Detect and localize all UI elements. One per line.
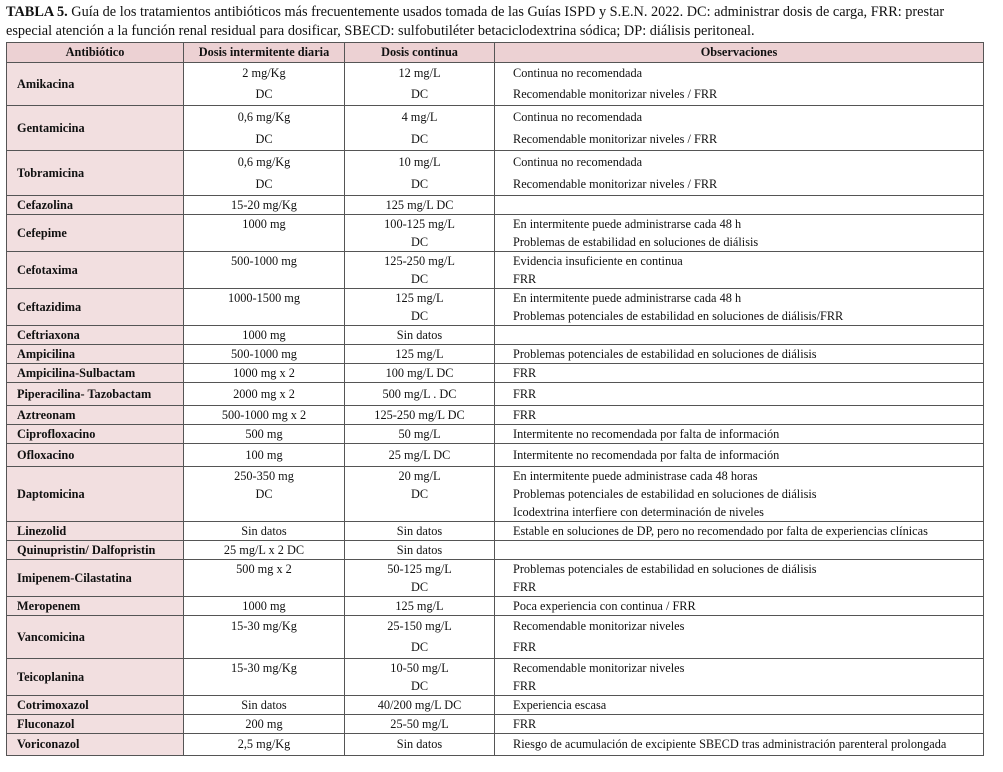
observaciones-line: Recomendable monitorizar niveles / FRR	[513, 132, 718, 146]
dosis-continua-line: 100-125 mg/L	[384, 217, 455, 231]
antibiotic-name: Cefazolina	[7, 196, 184, 215]
observaciones-cell	[495, 597, 984, 616]
dosis-intermitente-line: 1000-1500 mg	[227, 291, 301, 305]
observaciones-cell	[495, 541, 984, 560]
dosis-intermitente-line: 250-350 mg	[234, 469, 294, 483]
dosis-intermitente-cell	[184, 364, 345, 383]
dosis-intermitente-cell	[184, 196, 345, 215]
caption-text: Guía de los tratamientos antibióticos más frecuentemente usados tomada de las Guías ISPD y S.E.N. 2022. DC: administrar dosis de carga, FRR: prestar especial atención a la función renal residual para dosificar, SBECD: sulfobutiléter betaciclodextrina sódica; DP: diálisis peritoneal.	[6, 4, 945, 39]
table-row	[7, 364, 984, 383]
dosis-continua-line: DC	[410, 235, 429, 249]
dosis-continua-line: 20 mg/L	[398, 469, 441, 483]
dosis-continua-cell	[345, 616, 495, 659]
observaciones-cell	[495, 425, 984, 444]
header-observaciones: Observaciones	[495, 43, 984, 63]
dosis-continua-cell	[345, 560, 495, 597]
dosis-intermitente-line	[184, 307, 344, 325]
dosis-continua-line: 125-250 mg/L	[384, 254, 455, 268]
observaciones-line: FRR	[513, 408, 537, 422]
antibiotic-name: Ciprofloxacino	[7, 425, 184, 444]
dosis-continua-line: DC	[410, 272, 429, 286]
dosis-intermitente-cell	[184, 597, 345, 616]
antibiotic-name: Ceftazidima	[7, 289, 184, 326]
antibiotic-name: Tobramicina	[7, 151, 184, 196]
observaciones-cell	[495, 383, 984, 406]
dosis-intermitente-line: 1000 mg	[242, 217, 286, 231]
dosis-intermitente-cell	[184, 383, 345, 406]
dosis-continua-cell	[345, 326, 495, 345]
observaciones-line: Continua no recomendada	[513, 110, 643, 124]
dosis-intermitente-line: 100 mg	[245, 448, 283, 462]
dosis-continua-line: 500 mg/L . DC	[382, 387, 457, 401]
dosis-intermitente-cell	[184, 659, 345, 696]
dosis-intermitente-line: 15-20 mg/Kg	[231, 198, 297, 212]
table-row	[7, 522, 984, 541]
table-header-row	[7, 43, 984, 63]
dosis-intermitente-cell	[184, 106, 345, 151]
dosis-continua-line: DC	[410, 177, 429, 191]
observaciones-cell	[495, 715, 984, 734]
dosis-intermitente-line	[184, 270, 344, 288]
dosis-continua-line: 25-150 mg/L	[387, 619, 452, 633]
dosis-continua-cell	[345, 151, 495, 196]
antibiotic-name: Cefepime	[7, 215, 184, 252]
dosis-intermitente-line: Sin datos	[241, 524, 287, 538]
dosis-continua-line: DC	[410, 679, 429, 693]
table-label: TABLA 5.	[6, 4, 68, 20]
observaciones-line: Intermitente no recomendada por falta de información	[513, 448, 780, 462]
observaciones-cell	[495, 444, 984, 467]
observaciones-cell	[495, 63, 984, 106]
table-row	[7, 345, 984, 364]
observaciones-cell	[495, 215, 984, 252]
table-row	[7, 383, 984, 406]
observaciones-line: Problemas de estabilidad en soluciones de diálisis	[513, 235, 759, 249]
dosis-intermitente-cell	[184, 215, 345, 252]
table-row	[7, 326, 984, 345]
observaciones-line: Estable en soluciones de DP, pero no recomendado por falta de experiencias clínicas	[513, 524, 928, 538]
observaciones-line: FRR	[513, 387, 537, 401]
observaciones-line: En intermitente puede administrarse cada 48 h	[513, 217, 742, 231]
dosis-continua-cell	[345, 364, 495, 383]
dosis-continua-cell	[345, 345, 495, 364]
observaciones-line: Experiencia escasa	[513, 698, 607, 712]
dosis-continua-cell	[345, 715, 495, 734]
observaciones-line	[513, 541, 983, 559]
observaciones-cell	[495, 659, 984, 696]
observaciones-line: FRR	[513, 679, 537, 693]
antibiotic-name: Imipenem-Cilastatina	[7, 560, 184, 597]
table-row	[7, 289, 984, 326]
table-row	[7, 106, 984, 151]
dosis-intermitente-cell	[184, 696, 345, 715]
table-row	[7, 425, 984, 444]
dosis-intermitente-line: 2000 mg x 2	[233, 387, 295, 401]
dosis-continua-line: 100 mg/L DC	[385, 366, 454, 380]
table-body	[7, 63, 984, 756]
dosis-intermitente-line: 500-1000 mg x 2	[221, 408, 307, 422]
observaciones-cell	[495, 289, 984, 326]
dosis-continua-line: DC	[410, 87, 429, 101]
dosis-continua-line: 125 mg/L	[395, 347, 444, 361]
dosis-intermitente-line: DC	[255, 132, 273, 146]
observaciones-line: FRR	[513, 580, 537, 594]
antibiotics-table	[6, 42, 984, 756]
dosis-intermitente-line: 2,5 mg/Kg	[237, 737, 291, 751]
dosis-continua-cell	[345, 696, 495, 715]
dosis-intermitente-cell	[184, 345, 345, 364]
dosis-continua-line: 125 mg/L DC	[385, 198, 454, 212]
dosis-continua-line: DC	[410, 487, 429, 501]
dosis-continua-line: 50 mg/L	[398, 427, 441, 441]
dosis-continua-line: 10-50 mg/L	[390, 661, 449, 675]
observaciones-line: Icodextrina interfiere con determinación de niveles	[513, 505, 764, 519]
dosis-continua-cell	[345, 467, 495, 522]
observaciones-line: Continua no recomendada	[513, 66, 643, 80]
dosis-continua-line: 25 mg/L DC	[388, 448, 451, 462]
dosis-continua-line: 125-250 mg/L DC	[374, 408, 465, 422]
dosis-continua-line: Sin datos	[396, 524, 443, 538]
antibiotic-name: Meropenem	[7, 597, 184, 616]
observaciones-cell	[495, 106, 984, 151]
dosis-continua-cell	[345, 383, 495, 406]
observaciones-cell	[495, 696, 984, 715]
observaciones-cell	[495, 560, 984, 597]
observaciones-line: En intermitente puede administrarse cada 48 h	[513, 291, 742, 305]
dosis-continua-cell	[345, 252, 495, 289]
table-row	[7, 541, 984, 560]
dosis-intermitente-line: 500-1000 mg	[231, 347, 297, 361]
dosis-continua-cell	[345, 659, 495, 696]
antibiotic-name: Ampicilina	[7, 345, 184, 364]
dosis-continua-cell	[345, 289, 495, 326]
dosis-intermitente-cell	[184, 425, 345, 444]
dosis-intermitente-cell	[184, 252, 345, 289]
header-dosis-intermitente: Dosis intermitente diaria	[184, 43, 345, 63]
dosis-intermitente-line: 15-30 mg/Kg	[231, 661, 297, 675]
observaciones-line: Riesgo de acumulación de excipiente SBECD tras administración parenteral prolongada	[513, 737, 947, 751]
dosis-intermitente-line: Sin datos	[241, 698, 287, 712]
dosis-intermitente-line: 500-1000 mg	[231, 254, 297, 268]
dosis-continua-line: DC	[410, 640, 429, 654]
observaciones-line: En intermitente puede administrase cada 48 horas	[513, 469, 758, 483]
observaciones-cell	[495, 616, 984, 659]
antibiotic-name: Gentamicina	[7, 106, 184, 151]
dosis-continua-line	[345, 503, 494, 521]
antibiotic-name: Fluconazol	[7, 715, 184, 734]
dosis-continua-cell	[345, 406, 495, 425]
observaciones-line: Recomendable monitorizar niveles / FRR	[513, 177, 718, 191]
table-row	[7, 597, 984, 616]
dosis-intermitente-cell	[184, 444, 345, 467]
observaciones-line: FRR	[513, 272, 537, 286]
observaciones-cell	[495, 196, 984, 215]
antibiotic-name: Cotrimoxazol	[7, 696, 184, 715]
dosis-continua-line: 10 mg/L	[398, 155, 441, 169]
dosis-intermitente-line	[184, 233, 344, 251]
dosis-continua-line: 125 mg/L	[395, 291, 444, 305]
antibiotic-name: Cefotaxima	[7, 252, 184, 289]
table-row	[7, 560, 984, 597]
dosis-continua-cell	[345, 541, 495, 560]
dosis-continua-cell	[345, 215, 495, 252]
dosis-intermitente-line: 2 mg/Kg	[242, 66, 286, 80]
table-row	[7, 196, 984, 215]
dosis-continua-line: Sin datos	[396, 328, 443, 342]
antibiotic-name: Teicoplanina	[7, 659, 184, 696]
dosis-continua-line: 40/200 mg/L DC	[377, 698, 462, 712]
dosis-continua-cell	[345, 444, 495, 467]
observaciones-line: Intermitente no recomendada por falta de información	[513, 427, 780, 441]
observaciones-cell	[495, 364, 984, 383]
table-row	[7, 696, 984, 715]
observaciones-line: Recomendable monitorizar niveles / FRR	[513, 87, 718, 101]
table-row	[7, 659, 984, 696]
antibiotic-name: Ofloxacino	[7, 444, 184, 467]
table-row	[7, 444, 984, 467]
dosis-intermitente-cell	[184, 326, 345, 345]
dosis-intermitente-line: 15-30 mg/Kg	[231, 619, 297, 633]
observaciones-line: FRR	[513, 717, 537, 731]
dosis-intermitente-cell	[184, 63, 345, 106]
dosis-intermitente-cell	[184, 467, 345, 522]
dosis-intermitente-line: DC	[255, 487, 273, 501]
observaciones-line: Problemas potenciales de estabilidad en soluciones de diálisis	[513, 487, 817, 501]
observaciones-line: Evidencia insuficiente en continua	[513, 254, 683, 268]
dosis-continua-cell	[345, 425, 495, 444]
dosis-continua-cell	[345, 597, 495, 616]
dosis-intermitente-line	[184, 637, 344, 658]
table-row	[7, 467, 984, 522]
dosis-continua-cell	[345, 196, 495, 215]
observaciones-cell	[495, 252, 984, 289]
observaciones-cell	[495, 326, 984, 345]
observaciones-line: Problemas potenciales de estabilidad en soluciones de diálisis/FRR	[513, 309, 844, 323]
observaciones-line: Poca experiencia con continua / FRR	[513, 599, 696, 613]
observaciones-line	[513, 196, 983, 214]
dosis-intermitente-cell	[184, 522, 345, 541]
table-row	[7, 616, 984, 659]
dosis-intermitente-cell	[184, 541, 345, 560]
header-dosis-continua: Dosis continua	[345, 43, 495, 63]
antibiotic-name: Ceftriaxona	[7, 326, 184, 345]
observaciones-cell	[495, 345, 984, 364]
dosis-continua-cell	[345, 106, 495, 151]
observaciones-line	[513, 326, 983, 344]
dosis-continua-cell	[345, 522, 495, 541]
dosis-intermitente-cell	[184, 406, 345, 425]
table-row	[7, 215, 984, 252]
header-antibiotico: Antibiótico	[7, 43, 184, 63]
antibiotic-name: Voriconazol	[7, 734, 184, 756]
dosis-continua-line: DC	[410, 132, 429, 146]
dosis-intermitente-line: 0,6 mg/Kg	[237, 155, 291, 169]
dosis-intermitente-line: 0,6 mg/Kg	[237, 110, 291, 124]
dosis-continua-cell	[345, 734, 495, 756]
dosis-intermitente-line: 500 mg	[245, 427, 283, 441]
table-row	[7, 715, 984, 734]
antibiotic-name: Aztreonam	[7, 406, 184, 425]
observaciones-line: Recomendable monitorizar niveles	[513, 619, 685, 633]
dosis-intermitente-cell	[184, 715, 345, 734]
antibiotic-name: Amikacina	[7, 63, 184, 106]
dosis-intermitente-line	[184, 677, 344, 695]
dosis-intermitente-cell	[184, 734, 345, 756]
antibiotic-name: Ampicilina-Sulbactam	[7, 364, 184, 383]
observaciones-line: FRR	[513, 366, 537, 380]
table-row	[7, 252, 984, 289]
observaciones-line: Continua no recomendada	[513, 155, 643, 169]
observaciones-cell	[495, 467, 984, 522]
table-row	[7, 734, 984, 756]
dosis-intermitente-cell	[184, 560, 345, 597]
dosis-intermitente-line: 1000 mg x 2	[233, 366, 295, 380]
antibiotic-name: Linezolid	[7, 522, 184, 541]
dosis-intermitente-cell	[184, 151, 345, 196]
dosis-intermitente-line: 200 mg	[245, 717, 283, 731]
dosis-continua-line: Sin datos	[396, 737, 443, 751]
dosis-continua-line: 4 mg/L	[401, 110, 438, 124]
observaciones-line: Recomendable monitorizar niveles	[513, 661, 685, 675]
antibiotic-name: Daptomicina	[7, 467, 184, 522]
table-row	[7, 406, 984, 425]
antibiotic-name: Vancomicina	[7, 616, 184, 659]
table-row	[7, 63, 984, 106]
dosis-intermitente-line: 25 mg/L x 2 DC	[223, 543, 305, 557]
observaciones-cell	[495, 522, 984, 541]
dosis-continua-line: 125 mg/L	[395, 599, 444, 613]
dosis-continua-line: DC	[410, 580, 429, 594]
dosis-continua-line: 50-125 mg/L	[387, 562, 452, 576]
observaciones-line: Problemas potenciales de estabilidad en soluciones de diálisis	[513, 562, 817, 576]
observaciones-cell	[495, 734, 984, 756]
dosis-intermitente-cell	[184, 289, 345, 326]
dosis-intermitente-line	[184, 578, 344, 596]
table-caption	[6, 3, 981, 40]
dosis-intermitente-line: 1000 mg	[242, 599, 286, 613]
dosis-intermitente-line: 1000 mg	[242, 328, 286, 342]
dosis-intermitente-line: DC	[255, 177, 273, 191]
antibiotic-name: Piperacilina- Tazobactam	[7, 383, 184, 406]
dosis-continua-line: 12 mg/L	[398, 66, 441, 80]
dosis-intermitente-cell	[184, 616, 345, 659]
dosis-continua-line: DC	[410, 309, 429, 323]
observaciones-cell	[495, 151, 984, 196]
dosis-intermitente-line	[184, 503, 344, 521]
table-row	[7, 151, 984, 196]
dosis-continua-line: 25-50 mg/L	[390, 717, 449, 731]
dosis-continua-line: Sin datos	[396, 543, 443, 557]
dosis-continua-cell	[345, 63, 495, 106]
dosis-intermitente-line: DC	[255, 87, 273, 101]
observaciones-line: Problemas potenciales de estabilidad en soluciones de diálisis	[513, 347, 817, 361]
observaciones-line: FRR	[513, 640, 537, 654]
dosis-intermitente-line: 500 mg x 2	[236, 562, 292, 576]
antibiotic-name: Quinupristin/ Dalfopristin	[7, 541, 184, 560]
observaciones-cell	[495, 406, 984, 425]
